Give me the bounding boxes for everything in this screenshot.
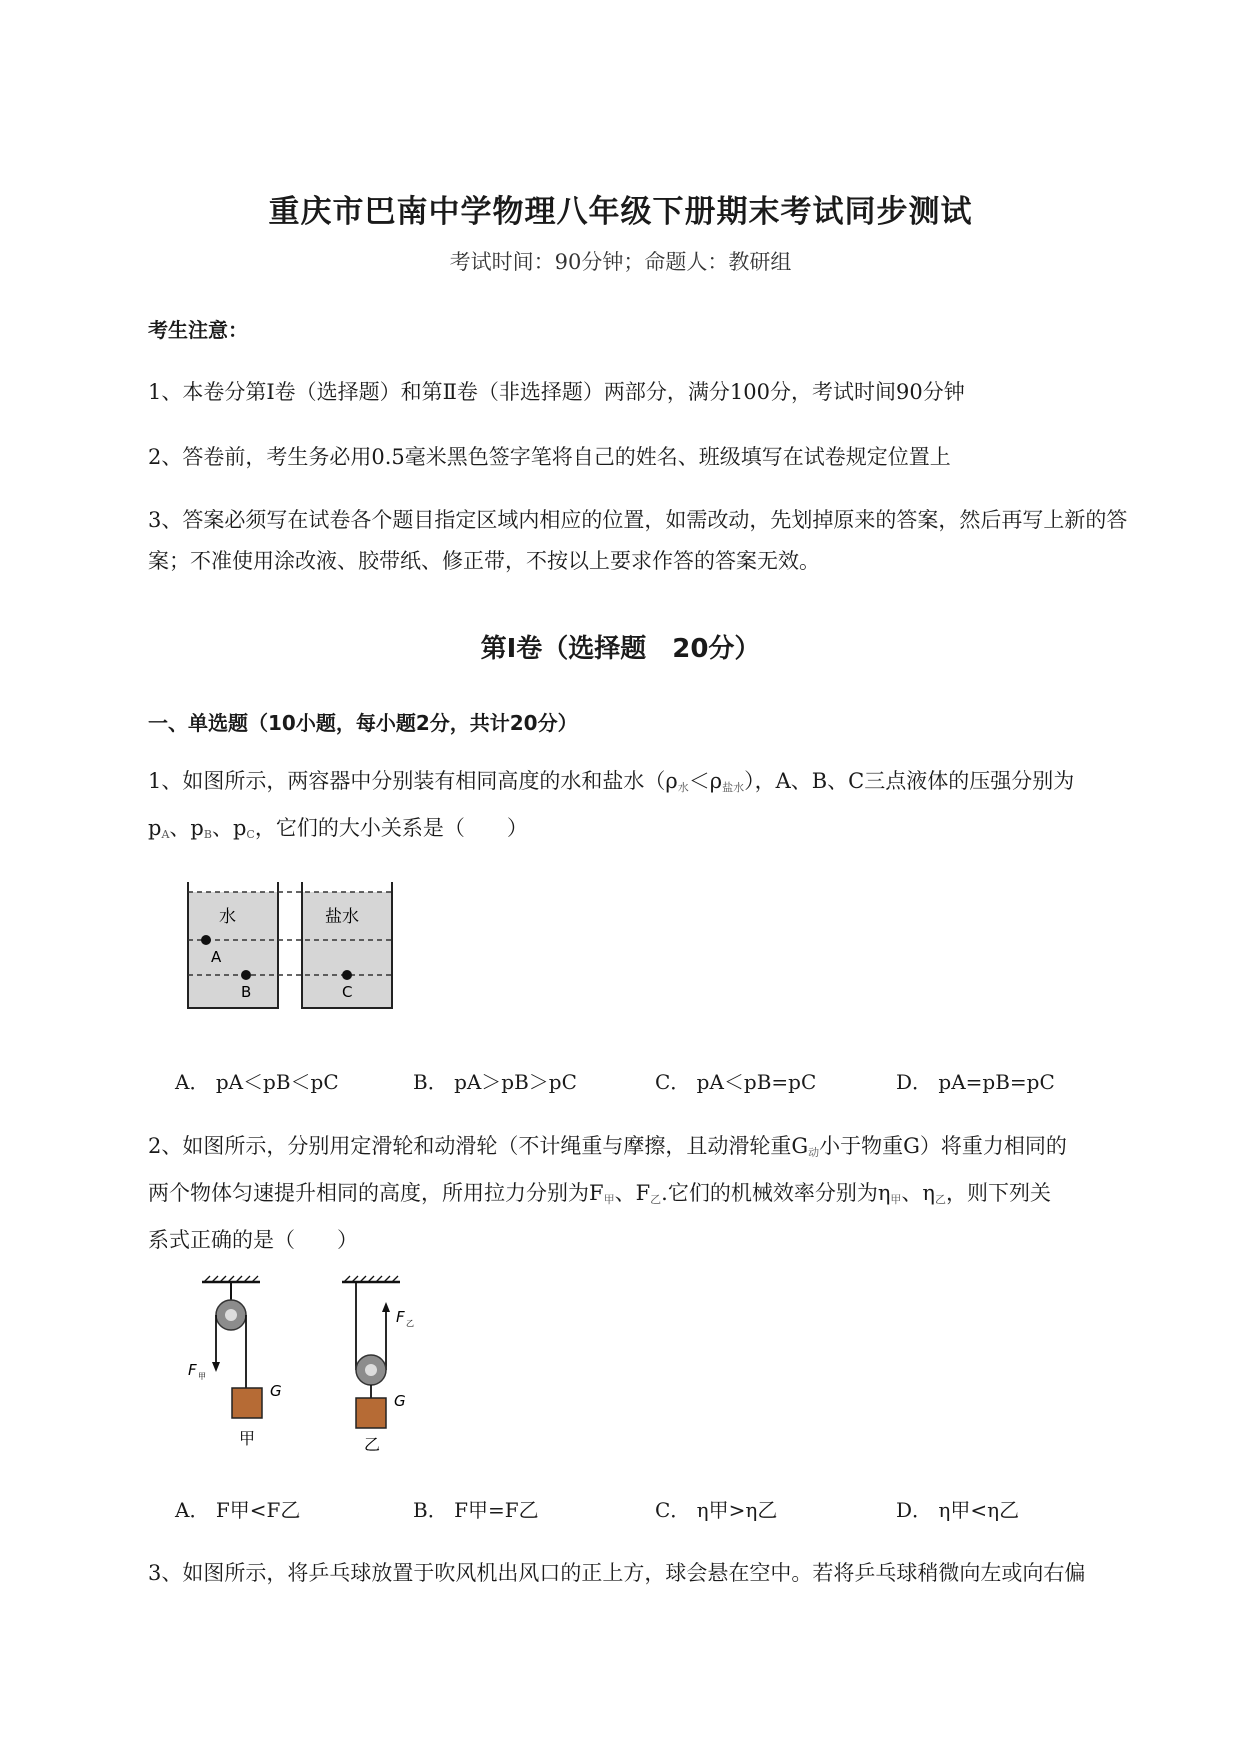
option-label: D． [896, 1498, 933, 1522]
q1-sub-b: B [203, 828, 212, 841]
q2-option-c[interactable] [655, 1494, 777, 1523]
q2-option-d[interactable] [896, 1494, 1019, 1523]
f-jia-arrow [212, 1362, 220, 1372]
part-heading: 一、单选题（10小题，每小题2分，共计20分） [148, 711, 578, 735]
q2-eta: η [922, 1181, 936, 1205]
fixed-pulley-group [188, 1276, 282, 1448]
option-text: pA＜pB＜pC [215, 1070, 339, 1094]
point-c [342, 970, 352, 980]
q1-text-b: ），A、B、C三点液体的压强分别为 [744, 769, 1075, 793]
g-label-jia: G [270, 1382, 282, 1400]
q1-sub-c: C [246, 828, 255, 841]
f-jia-label: F [188, 1361, 197, 1379]
q1-option-a[interactable] [175, 1066, 339, 1095]
jia-label: 甲 [239, 1429, 256, 1448]
option-text: pA=pB=pC [938, 1070, 1055, 1094]
option-label: B． [413, 1070, 448, 1094]
yi-label: 乙 [364, 1435, 381, 1454]
q2-sub-jia: 甲 [890, 1193, 902, 1206]
q1-lt: ＜ρ [688, 769, 723, 793]
q2-sep: 、 [614, 1181, 636, 1205]
q2-text-b: 小于物重G）将重力相同的 [819, 1134, 1067, 1158]
q2-pulley-figure [190, 1278, 460, 1458]
q1-pb: p [190, 816, 204, 840]
option-text: pA＞pB＞pC [454, 1070, 577, 1094]
brine-label: 盐水 [325, 907, 359, 927]
option-label: B． [413, 1498, 448, 1522]
q1-sep: 、 [169, 816, 191, 840]
q2-option-a[interactable] [175, 1494, 300, 1523]
q1-text-c: ，它们的大小关系是（ ） [254, 816, 528, 840]
q1-option-b[interactable] [413, 1066, 577, 1095]
q2-text-d: .它们的机械效率分别为η [661, 1181, 891, 1205]
movable-pulley-hub [365, 1364, 377, 1376]
option-label: A． [175, 1070, 210, 1094]
option-label: C． [655, 1498, 691, 1522]
q2-text-f: 系式正确的是（ ） [148, 1228, 358, 1252]
weight-yi [356, 1398, 386, 1428]
question-1-text [148, 761, 1160, 855]
f-yi-label: F [396, 1308, 405, 1326]
f-yi-sub: 乙 [406, 1319, 414, 1328]
f-yi-arrow [382, 1302, 390, 1312]
option-text: η甲<η乙 [938, 1498, 1020, 1522]
notice-item-1: 1、本卷分第I卷（选择题）和第Ⅱ卷（非选择题）两部分，满分100分，考试时间90分钟 [148, 380, 965, 404]
point-a-label: A [211, 948, 222, 966]
option-label: C． [655, 1070, 691, 1094]
q2-f: F [635, 1181, 651, 1205]
q1-text-a: 1、如图所示，两容器中分别装有相同高度的水和盐水（ρ [148, 769, 678, 793]
water-label: 水 [219, 907, 236, 927]
point-a [201, 935, 211, 945]
q2-option-b[interactable] [413, 1494, 539, 1523]
option-text: pA＜pB=pC [696, 1070, 817, 1094]
q1-option-d[interactable] [896, 1066, 1055, 1095]
g-label-yi: G [394, 1392, 406, 1410]
point-b [241, 970, 251, 980]
notice-heading: 考生注意： [148, 318, 248, 342]
q1-pc: p [232, 816, 247, 840]
movable-pulley-group [342, 1276, 414, 1454]
page-title: 重庆市巴南中学物理八年级下册期末考试同步测试 [268, 194, 973, 230]
q2-sep: 、 [901, 1181, 923, 1205]
q2-text-a: 2、如图所示，分别用定滑轮和动滑轮（不计绳重与摩擦，且动滑轮重G [148, 1134, 809, 1158]
weight-jia [232, 1388, 262, 1418]
option-text: F甲<F乙 [215, 1498, 301, 1522]
q1-sub-a: A [161, 828, 170, 841]
exam-info: 考试时间：90分钟；命题人：教研组 [449, 250, 792, 274]
f-jia-sub: 甲 [198, 1372, 206, 1381]
option-label: A． [175, 1498, 210, 1522]
notice-item-3: 3、答案必须写在试卷各个题目指定区域内相应的位置，如需改动，先划掉原来的答案，然后再写上新的答案；不准使用涂改液、胶带纸、修正带，不按以上要求作答的答案无效。 [148, 508, 1128, 573]
q1-pa: p [148, 816, 162, 840]
q1-option-c[interactable] [655, 1066, 816, 1095]
option-label: D． [896, 1070, 933, 1094]
q2-sub-yi: 乙 [650, 1193, 662, 1206]
section-title: 第I卷（选择题 20分） [480, 634, 761, 664]
notice-item-2: 2、答卷前，考生务必用0.5毫米黑色签字笔将自己的姓名、班级填写在试卷规定位置上 [148, 445, 951, 469]
q1-sub-brine: 盐水 [722, 781, 745, 794]
option-text: F甲=F乙 [454, 1498, 539, 1522]
question-3-text: 3、如图所示，将乒乓球放置于吹风机出风口的正上方，球会悬在空中。若将乒乓球稍微向左或向右偏 [148, 1561, 1086, 1585]
fixed-pulley-hub [225, 1309, 237, 1321]
q2-text-e: ，则下列关 [946, 1181, 1052, 1205]
q2-sub-yi: 乙 [935, 1193, 947, 1206]
q1-sub-water: 水 [677, 781, 689, 794]
question-2-text [148, 1126, 1160, 1261]
q2-text-c: 两个物体匀速提升相同的高度，所用拉力分别为F [148, 1181, 604, 1205]
q1-container-figure [185, 880, 395, 1015]
point-c-label: C [342, 983, 353, 1001]
q2-sub-dong: 动 [808, 1146, 820, 1159]
point-b-label: B [241, 983, 252, 1001]
q1-sep: 、 [211, 816, 233, 840]
option-text: η甲>η乙 [696, 1498, 778, 1522]
q2-sub-jia: 甲 [603, 1193, 615, 1206]
